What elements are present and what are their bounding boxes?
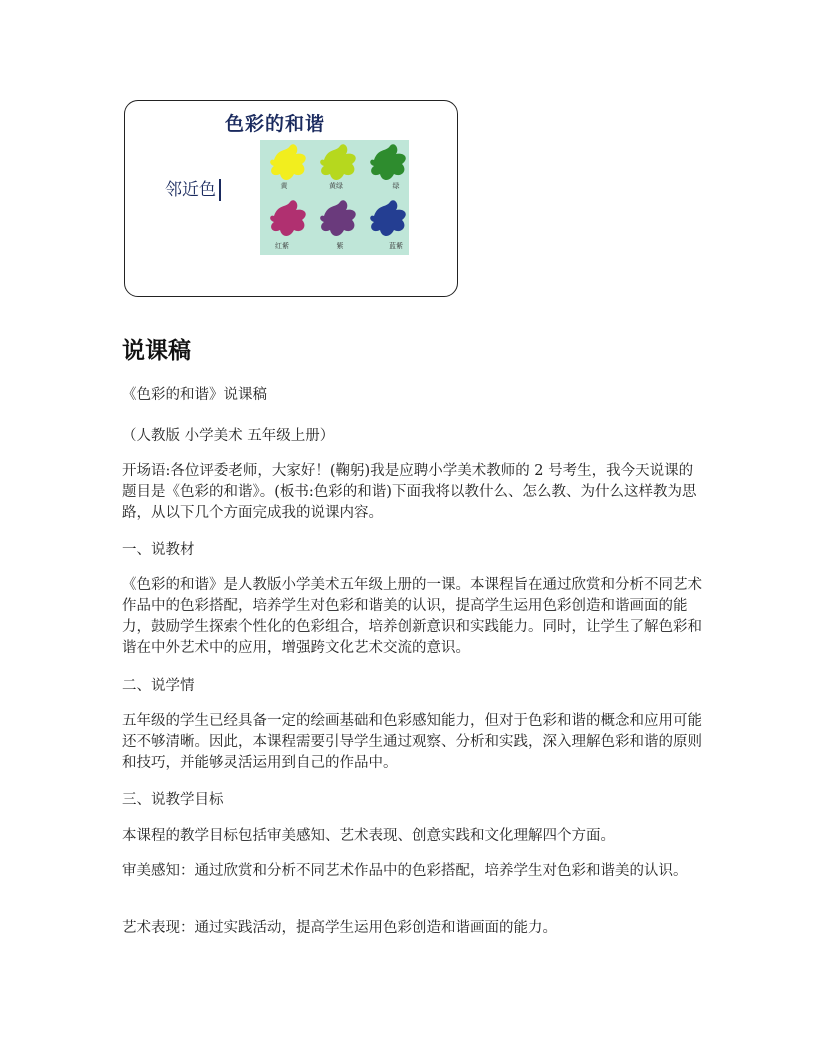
swatch-label: 紫 [336, 242, 344, 250]
section-heading-goals: 三、说教学目标 [122, 792, 224, 808]
swatch-label: 绿 [392, 182, 400, 190]
figure-title: 色彩的和谐 [225, 113, 326, 135]
textbook-paragraph: 《色彩的和谐》是人教版小学美术五年级上册的一课。本课程旨在通过欣赏和分析不同艺术作品中的色彩搭配，培养学生对色彩和谐美的认识，提高学生运用色彩创造和谐画面的能力，鼓励学生探索个性化的色彩组合，培养创新意识和实践能力。同时，让学生了解色彩和谐在中外艺术中的应用，增强跨文化艺术交流的意识。 [122, 577, 702, 656]
swatch-label: 红紫 [275, 242, 289, 250]
swatch-yellow [270, 144, 306, 190]
swatch-svg [260, 140, 409, 255]
swatch-green [370, 144, 406, 190]
doc-title-line: 《色彩的和谐》说课稿 [122, 387, 267, 403]
section-heading-textbook: 一、说教材 [122, 542, 195, 558]
students-paragraph: 五年级的学生已经具备一定的绘画基础和色彩感知能力，但对于色彩和谐的概念和应用可能还不够清晰。因此，本课程需要引导学生通过观察、分析和实践，深入理解色彩和谐的原则和技巧，并能够灵活运用到自己的作品中。 [122, 713, 702, 771]
swatch-panel [260, 140, 409, 255]
swatch-label: 蓝紫 [389, 242, 403, 250]
swatch-purple [320, 200, 356, 250]
expression-goal-paragraph: 艺术表现：通过实践活动，提高学生运用色彩创造和谐画面的能力。 [122, 920, 557, 936]
figure-label: 邻近色 [165, 179, 221, 201]
goals-paragraph: 本课程的教学目标包括审美感知、艺术表现、创意实践和文化理解四个方面。 [122, 828, 615, 844]
edition-line: （人教版 小学美术 五年级上册） [122, 428, 335, 444]
swatch-label: 黄绿 [329, 182, 343, 190]
swatch-red-purple [270, 200, 306, 250]
aesthetic-goal-paragraph: 审美感知：通过欣赏和分析不同艺术作品中的色彩搭配，培养学生对色彩和谐美的认识。 [122, 863, 688, 879]
opening-paragraph: 开场语:各位评委老师，大家好！(鞠躬)我是应聘小学美术教师的 2 号考生，我今天说课的题目是《色彩的和谐》。(板书:色彩的和谐)下面我将以教什么、怎么教、为什么这样教为思路，从以下几个方面完成我的说课内容。 [122, 463, 697, 521]
swatch-blue-purple [370, 200, 406, 250]
section-heading-students: 二、说学情 [122, 678, 195, 694]
color-harmony-figure [124, 100, 458, 297]
swatch-label: 黄 [280, 182, 288, 190]
swatch-yellow-green [320, 144, 356, 190]
page-heading: 说课稿 [122, 338, 191, 364]
